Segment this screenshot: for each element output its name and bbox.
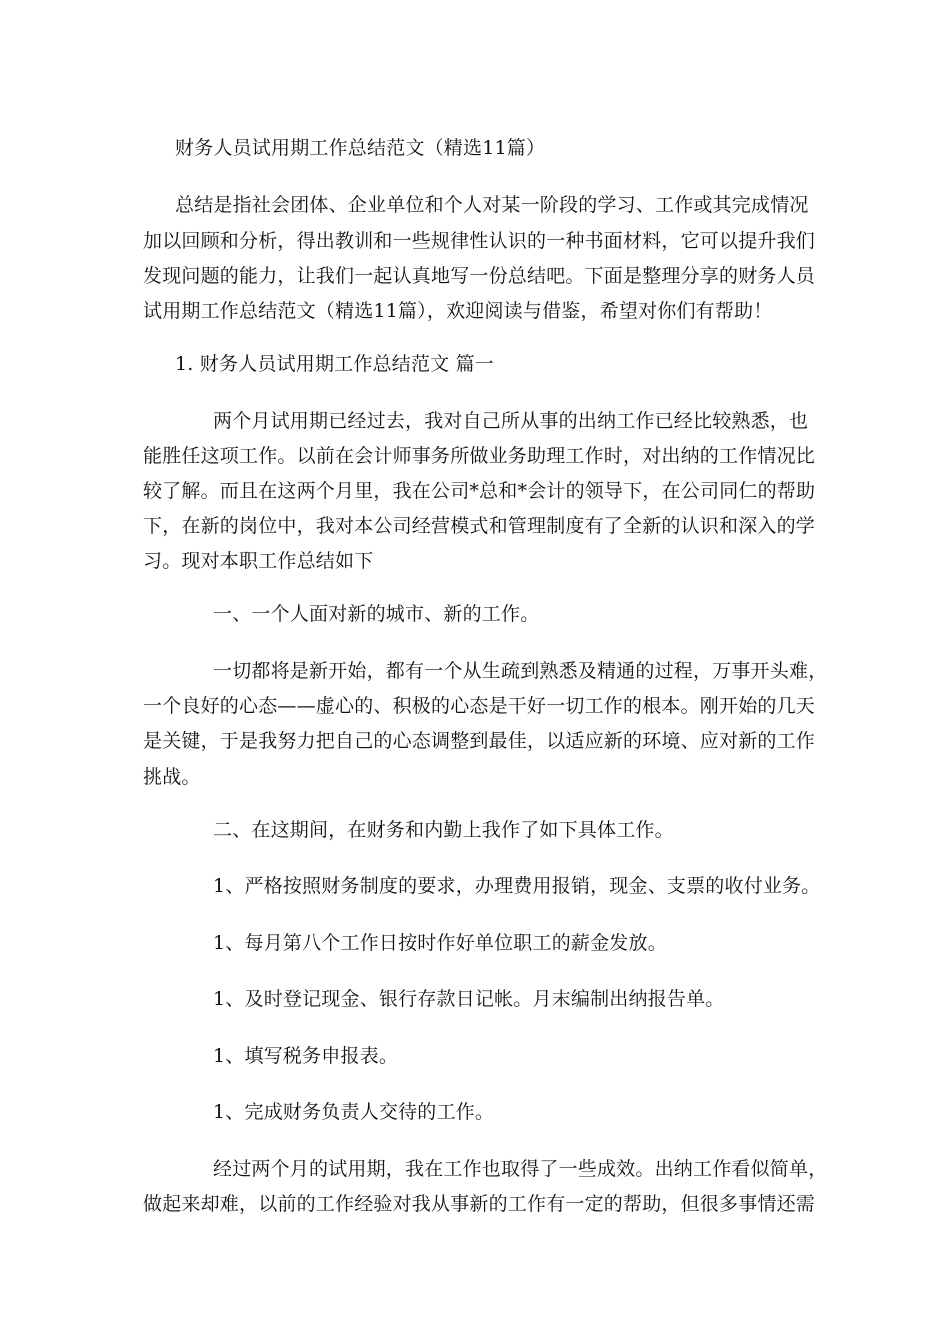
intro-line: 总结是指社会团体、企业单位和个人对某一阶段的学习、工作或其完成情况 [175,194,809,216]
list-item: 1、填写税务申报表。 [213,1045,399,1067]
paragraph-line: 经过两个月的试用期，我在工作也取得了一些成效。出纳工作看似简单， [213,1158,828,1180]
point-heading: 一、一个人面对新的城市、新的工作。 [213,603,540,625]
list-item: 1、完成财务负责人交待的工作。 [213,1101,495,1123]
paragraph-line: 一个良好的心态——虚心的、积极的心态是干好一切工作的根本。刚开始的几天 [143,695,816,717]
document-title: 财务人员试用期工作总结范文（精选11篇） [175,137,546,159]
paragraph-line: 习。现对本职工作总结如下 [143,550,374,572]
intro-line: 发现问题的能力，让我们一起认真地写一份总结吧。下面是整理分享的财务人员 [143,265,816,287]
intro-line: 试用期工作总结范文（精选11篇），欢迎阅读与借鉴，希望对你们有帮助！ [143,300,773,322]
paragraph-line: 较了解。而且在这两个月里，我在公司*总和*会计的领导下，在公司同仁的帮助 [143,480,816,502]
paragraph-line: 一切都将是新开始，都有一个从生疏到熟悉及精通的过程，万事开头难， [213,660,828,682]
paragraph-line: 下，在新的岗位中，我对本公司经营模式和管理制度有了全新的认识和深入的学 [143,515,816,537]
paragraph-line: 做起来却难，以前的工作经验对我从事新的工作有一定的帮助，但很多事情还需 [143,1193,816,1215]
point-heading: 二、在这期间，在财务和内勤上我作了如下具体工作。 [213,819,674,841]
paragraph-line: 两个月试用期已经过去，我对自己所从事的出纳工作已经比较熟悉，也 [213,410,809,432]
paragraph-line: 挑战。 [143,766,201,788]
list-item: 1、严格按照财务制度的要求，办理费用报销，现金、支票的收付业务。 [213,875,821,897]
intro-line: 加以回顾和分析，得出教训和一些规律性认识的一种书面材料，它可以提升我们 [143,230,816,252]
paragraph-line: 是关键，于是我努力把自己的心态调整到最佳，以适应新的环境、应对新的工作 [143,730,816,752]
paragraph-line: 能胜任这项工作。以前在会计师事务所做业务助理工作时，对出纳的工作情况比 [143,445,816,467]
section-heading: 1. 财务人员试用期工作总结范文 篇一 [175,353,495,375]
list-item: 1、及时登记现金、银行存款日记帐。月末编制出纳报告单。 [213,988,725,1010]
list-item: 1、每月第八个工作日按时作好单位职工的薪金发放。 [213,932,667,954]
